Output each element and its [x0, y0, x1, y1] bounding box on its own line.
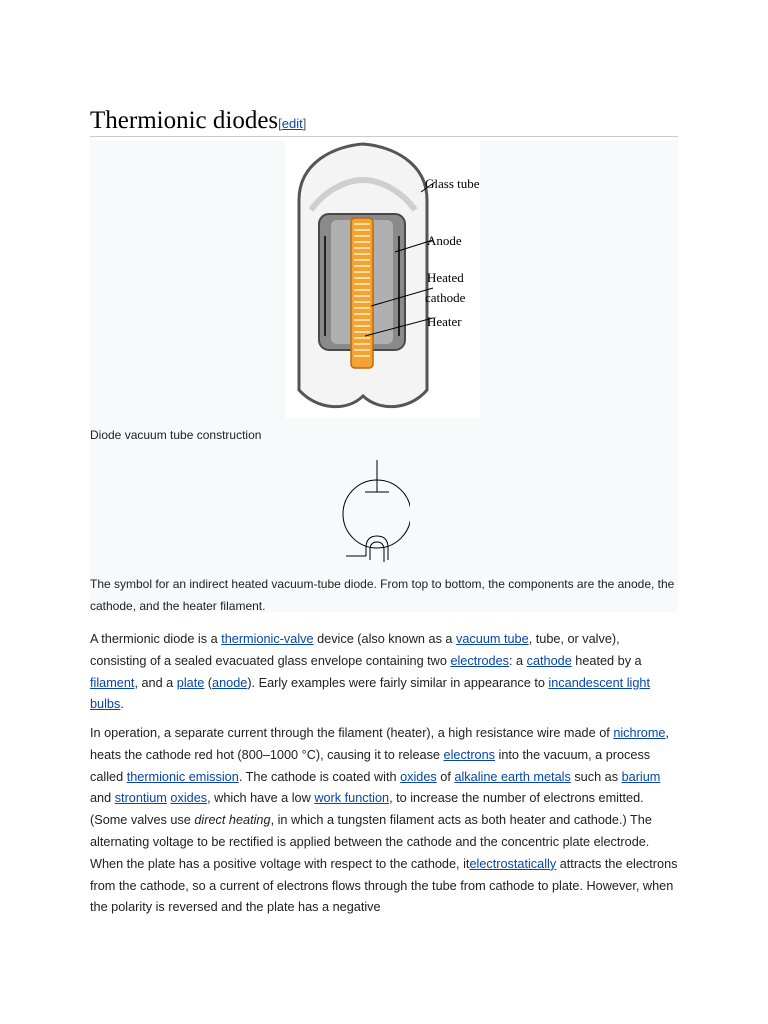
link-cathode[interactable]: cathode: [526, 653, 572, 668]
link-plate[interactable]: plate: [176, 675, 205, 690]
emphasis-direct-heating: direct heating: [194, 813, 271, 828]
link-strontium[interactable]: strontium: [114, 791, 167, 806]
text-run: , tube, or valve), consisting of a sealed evacuated glass envelope containing two: [90, 632, 620, 668]
text-run: attracts the electrons from the cathode, so a current of electrons flows through the tube from cathode to plate. However, when the polarity is reversed and the plate has a negative: [90, 856, 678, 915]
link-electrostatically[interactable]: electrostatically: [469, 856, 557, 871]
edit-link[interactable]: edit: [281, 116, 303, 131]
edit-bracket-open: [: [278, 116, 282, 131]
text-run: device (also known as a: [313, 632, 457, 646]
text-run: A thermionic diode is a: [90, 632, 222, 646]
heated-cathode: [351, 218, 373, 368]
label-heated: Heated: [427, 270, 464, 285]
link-thermionic-valve[interactable]: thermionic-valve: [221, 632, 314, 646]
text-run: into the vacuum, a process called: [90, 747, 651, 784]
text-run: , to increase the number of electrons emitted. (Some valves use: [90, 791, 644, 828]
section-title: Thermionic diodes: [90, 107, 279, 134]
section-heading: [90, 106, 678, 139]
link-thermionic-emission[interactable]: thermionic emission: [126, 769, 239, 784]
text-run: of: [436, 769, 455, 784]
label-glass-tube: Glass tube: [425, 176, 480, 191]
link-alkaline-earth-metals[interactable]: alkaline earth metals: [454, 769, 571, 784]
link-electrodes[interactable]: electrodes: [450, 653, 509, 668]
figure-box: [90, 140, 678, 612]
text-run: ). Early examples were fairly similar in appearance to: [247, 675, 549, 690]
link-anode[interactable]: anode: [212, 675, 248, 690]
text-run: .: [120, 697, 124, 712]
text-run: , which have a low: [207, 791, 315, 806]
caption-construction: Diode vacuum tube construction: [90, 428, 262, 442]
paragraph-1: [90, 629, 678, 716]
label-cathode: cathode: [425, 290, 466, 305]
text-run: (: [204, 675, 213, 690]
link-nichrome[interactable]: nichrome: [613, 726, 666, 740]
paragraph-2: [90, 723, 678, 919]
text-run: : a: [508, 653, 527, 668]
text-run: . The cathode is coated with: [238, 769, 401, 784]
edit-bracket-close: ]: [302, 116, 307, 131]
vacuum-tube-diagram[interactable]: [285, 140, 480, 418]
link-barium[interactable]: barium: [621, 769, 661, 784]
section-heading-row: [90, 106, 678, 137]
text-run: and: [90, 791, 115, 806]
text-run: , heats the cathode red hot (800–1000 °C), causing it to release: [90, 726, 670, 762]
text-run: such as: [570, 769, 622, 784]
link-filament[interactable]: filament: [90, 675, 135, 690]
link-vacuum-tube[interactable]: vacuum tube: [456, 632, 529, 646]
text-run: heated by a: [571, 653, 642, 668]
link-oxides[interactable]: oxides: [400, 769, 437, 784]
text-run: , and a: [134, 675, 177, 690]
link-oxides-2[interactable]: oxides: [170, 791, 208, 806]
label-heater: Heater: [427, 314, 462, 329]
text-run: In operation, a separate current through the filament (heater), a high resistance wire made of: [90, 726, 614, 740]
caption-symbol: The symbol for an indirect heated vacuum-tube diode. From top to bottom, the components are the anode, the cathode, and the heater filament.: [90, 577, 675, 613]
label-anode: Anode: [427, 233, 462, 248]
text-run: , in which a tungsten filament acts as both heater and cathode.) The alternating voltage to be rectified is applied between the cathode and the concentric plate electrode. When the plate has a positive voltage with respect to the cathode, it: [90, 813, 652, 871]
edit-section: [278, 116, 306, 131]
diode-symbol[interactable]: [338, 458, 410, 568]
heater-symbol: [370, 542, 384, 562]
link-incandescent-light-bulbs[interactable]: incandescent light bulbs: [90, 675, 650, 712]
link-electrons[interactable]: electrons: [443, 747, 495, 762]
link-work-function[interactable]: work function: [314, 791, 390, 806]
